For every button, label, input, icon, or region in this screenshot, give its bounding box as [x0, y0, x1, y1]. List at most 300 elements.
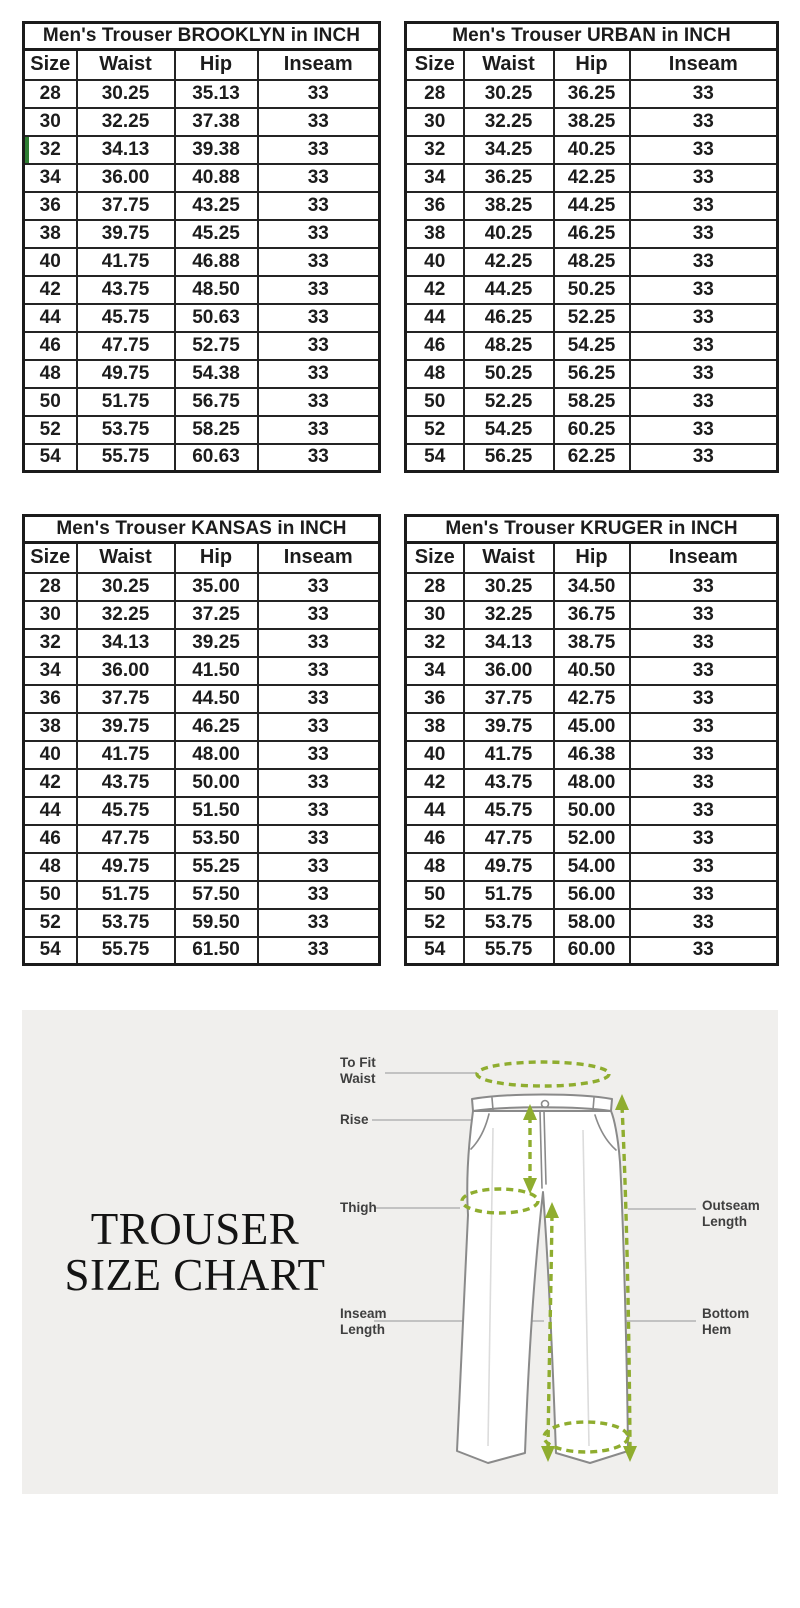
cell: 33 [258, 304, 380, 332]
cell: 48 [24, 853, 77, 881]
table-row [406, 573, 778, 601]
table-row [24, 825, 380, 853]
cell: 54 [24, 444, 77, 472]
cell: 33 [630, 360, 778, 388]
cell: 33 [630, 248, 778, 276]
cell: 44 [406, 797, 464, 825]
cell: 34.13 [464, 629, 554, 657]
cell: 56.00 [554, 881, 630, 909]
cell: 53.50 [175, 825, 258, 853]
cell: 42.75 [554, 685, 630, 713]
cell: 33 [258, 416, 380, 444]
cell: 33 [630, 853, 778, 881]
table-row [24, 629, 380, 657]
table-row [406, 444, 778, 472]
cell: 46.88 [175, 248, 258, 276]
cell: 45.00 [554, 713, 630, 741]
cell: 44.25 [554, 192, 630, 220]
table-row [406, 685, 778, 713]
cell: 41.75 [77, 248, 175, 276]
cell: 56.75 [175, 388, 258, 416]
cell: 48.50 [175, 276, 258, 304]
cell: 33 [630, 685, 778, 713]
cell: 30.25 [77, 80, 175, 108]
cell: 34 [24, 657, 77, 685]
table-row [24, 444, 380, 472]
cell: 32.25 [464, 108, 554, 136]
cell: 58.00 [554, 909, 630, 937]
table-row [24, 909, 380, 937]
table-row [406, 881, 778, 909]
table-row [24, 416, 380, 444]
column-header: Waist [464, 543, 554, 573]
cell: 30.25 [464, 573, 554, 601]
cell: 33 [630, 629, 778, 657]
size-table-kansas [22, 514, 381, 966]
cell: 51.75 [464, 881, 554, 909]
belt-mark-right [593, 1098, 594, 1110]
table-row [406, 220, 778, 248]
cell: 33 [630, 881, 778, 909]
column-header: Waist [77, 50, 175, 80]
cell: 33 [258, 937, 380, 965]
label-bottom-hem: Bottom Hem [702, 1306, 750, 1337]
table-row [406, 629, 778, 657]
cell: 34.50 [554, 573, 630, 601]
cell: 33 [630, 276, 778, 304]
cell: 38 [24, 713, 77, 741]
cell: 58.25 [175, 416, 258, 444]
column-header: Hip [175, 50, 258, 80]
cell: 36.00 [77, 657, 175, 685]
table-row [406, 713, 778, 741]
cell: 36.00 [464, 657, 554, 685]
table-row [406, 164, 778, 192]
cell: 48 [24, 360, 77, 388]
table-row [24, 332, 380, 360]
table-row [406, 601, 778, 629]
cell: 32.25 [77, 601, 175, 629]
cell: 39.25 [175, 629, 258, 657]
cell: 35.13 [175, 80, 258, 108]
cell: 32 [24, 629, 77, 657]
cell: 33 [258, 881, 380, 909]
table-row [24, 220, 380, 248]
cell: 42 [406, 276, 464, 304]
cell: 34.25 [464, 136, 554, 164]
table-title-kruger: Men's Trouser KRUGER in INCH [406, 516, 778, 543]
cell: 55.75 [77, 444, 175, 472]
column-header: Size [24, 543, 77, 573]
cell: 39.75 [464, 713, 554, 741]
table-row [406, 332, 778, 360]
cell: 50 [24, 388, 77, 416]
table-row [24, 573, 380, 601]
cell: 48.00 [175, 741, 258, 769]
cell: 54.25 [464, 416, 554, 444]
cell: 37.38 [175, 108, 258, 136]
cell: 49.75 [464, 853, 554, 881]
cell: 49.75 [77, 853, 175, 881]
cell: 43.75 [77, 276, 175, 304]
column-header: Inseam [630, 543, 778, 573]
table-row [406, 769, 778, 797]
cell: 47.75 [77, 332, 175, 360]
cell: 33 [258, 853, 380, 881]
cell: 39.75 [77, 220, 175, 248]
table-row [24, 797, 380, 825]
cell: 28 [24, 573, 77, 601]
cell: 33 [258, 629, 380, 657]
cell: 58.25 [554, 388, 630, 416]
cell: 36.75 [554, 601, 630, 629]
column-header: Size [24, 50, 77, 80]
cell: 42 [24, 769, 77, 797]
cell: 48 [406, 360, 464, 388]
cell: 53.75 [77, 416, 175, 444]
cell: 33 [630, 909, 778, 937]
cell: 33 [630, 937, 778, 965]
cell: 34.13 [77, 136, 175, 164]
size-table-urban [404, 21, 779, 473]
table-row [24, 388, 380, 416]
cell: 48.00 [554, 769, 630, 797]
heading-line-2: SIZE CHART [64, 1250, 326, 1301]
cell: 46 [24, 825, 77, 853]
column-header: Inseam [258, 50, 380, 80]
cell: 33 [630, 573, 778, 601]
cell: 33 [258, 657, 380, 685]
cell: 38 [24, 220, 77, 248]
cell: 39.38 [175, 136, 258, 164]
cell: 44 [24, 797, 77, 825]
table-row [24, 136, 380, 164]
cell: 38 [406, 713, 464, 741]
heading-line-1: TROUSER [90, 1204, 300, 1254]
cell: 39.75 [77, 713, 175, 741]
cell: 33 [630, 444, 778, 472]
cell: 33 [630, 80, 778, 108]
cell: 60.63 [175, 444, 258, 472]
cell: 33 [630, 416, 778, 444]
table-row [406, 909, 778, 937]
label-to-fit-waist: To Fit Waist [340, 1055, 376, 1086]
cell: 53.75 [464, 909, 554, 937]
column-header: Hip [175, 543, 258, 573]
column-header: Waist [464, 50, 554, 80]
cell: 33 [258, 713, 380, 741]
cell: 44 [406, 304, 464, 332]
table-row [406, 388, 778, 416]
label-inseam-length: Inseam Length [340, 1306, 387, 1337]
cell: 33 [630, 601, 778, 629]
column-header: Inseam [258, 543, 380, 573]
cell: 33 [630, 741, 778, 769]
cell: 46.38 [554, 741, 630, 769]
cell: 33 [258, 136, 380, 164]
cell: 33 [630, 769, 778, 797]
table-row [24, 881, 380, 909]
cell: 62.25 [554, 444, 630, 472]
cell: 41.50 [175, 657, 258, 685]
table-row [406, 192, 778, 220]
cell: 30.25 [77, 573, 175, 601]
cell: 32 [406, 136, 464, 164]
cell: 30 [24, 108, 77, 136]
table-row [406, 360, 778, 388]
cell: 56.25 [464, 444, 554, 472]
cell: 46.25 [175, 713, 258, 741]
cell: 38.25 [554, 108, 630, 136]
cell: 33 [258, 276, 380, 304]
cell: 50.25 [464, 360, 554, 388]
cell: 40 [24, 741, 77, 769]
label-rise: Rise [340, 1112, 369, 1127]
column-header: Waist [77, 543, 175, 573]
cell: 28 [24, 80, 77, 108]
cell: 34 [406, 164, 464, 192]
table-row [24, 937, 380, 965]
cell: 45.75 [464, 797, 554, 825]
column-header: Size [406, 50, 464, 80]
table-row [406, 657, 778, 685]
cell: 33 [630, 136, 778, 164]
cell: 33 [258, 444, 380, 472]
cell: 33 [258, 360, 380, 388]
size-table-kruger [404, 514, 779, 966]
cell: 45.25 [175, 220, 258, 248]
cell: 33 [630, 332, 778, 360]
cell: 30 [24, 601, 77, 629]
cell: 48 [406, 853, 464, 881]
table-header-row [24, 50, 380, 80]
cell: 52 [406, 416, 464, 444]
cell: 33 [630, 304, 778, 332]
table-row [406, 937, 778, 965]
cell: 38.25 [464, 192, 554, 220]
table-header-row [406, 50, 778, 80]
cell: 28 [406, 573, 464, 601]
cell: 32 [406, 629, 464, 657]
cell: 33 [258, 741, 380, 769]
table-title-urban: Men's Trouser URBAN in INCH [406, 23, 778, 50]
cell: 46.25 [464, 304, 554, 332]
cell: 42.25 [554, 164, 630, 192]
cell: 40.25 [554, 136, 630, 164]
table-row [24, 685, 380, 713]
cell: 55.75 [77, 937, 175, 965]
cell: 34 [24, 164, 77, 192]
cell: 43.25 [175, 192, 258, 220]
table-row [406, 825, 778, 853]
belt-mark-left [492, 1098, 493, 1110]
cell: 40.25 [464, 220, 554, 248]
column-header: Hip [554, 50, 630, 80]
column-header: Inseam [630, 50, 778, 80]
cell: 36.25 [464, 164, 554, 192]
measurement-diagram-panel [22, 1010, 778, 1494]
cell: 54.25 [554, 332, 630, 360]
cell: 49.75 [77, 360, 175, 388]
table-row [24, 769, 380, 797]
cell: 28 [406, 80, 464, 108]
cell: 36 [24, 685, 77, 713]
cell: 45.75 [77, 304, 175, 332]
cell: 36.25 [554, 80, 630, 108]
diagram-heading [42, 1206, 348, 1299]
cell: 33 [258, 909, 380, 937]
cell: 32.25 [77, 108, 175, 136]
cell: 61.50 [175, 937, 258, 965]
table-row [24, 80, 380, 108]
cell: 52.00 [554, 825, 630, 853]
table-row [406, 136, 778, 164]
cell: 33 [630, 108, 778, 136]
table-row [406, 416, 778, 444]
table-row [24, 164, 380, 192]
cell: 51.75 [77, 388, 175, 416]
cell: 30.25 [464, 80, 554, 108]
outseam-arrow-down [623, 1446, 637, 1462]
table-row [406, 248, 778, 276]
cell: 38 [406, 220, 464, 248]
cell: 33 [258, 685, 380, 713]
cell: 37.75 [77, 192, 175, 220]
cell: 33 [258, 192, 380, 220]
cell: 53.75 [77, 909, 175, 937]
cell: 48.25 [554, 248, 630, 276]
column-header: Size [406, 543, 464, 573]
cell: 33 [630, 657, 778, 685]
cell: 55.75 [464, 937, 554, 965]
cell: 40 [406, 248, 464, 276]
cell: 54 [406, 937, 464, 965]
cell: 46 [24, 332, 77, 360]
cell: 37.75 [464, 685, 554, 713]
cell: 40 [24, 248, 77, 276]
cell: 50 [406, 881, 464, 909]
trouser-body [457, 1111, 628, 1463]
cell: 33 [630, 797, 778, 825]
cell: 52 [24, 416, 77, 444]
table-row [24, 713, 380, 741]
table-row [24, 657, 380, 685]
cell: 32 [24, 136, 77, 164]
cell: 30 [406, 601, 464, 629]
table-row [24, 853, 380, 881]
table-row [406, 304, 778, 332]
cell: 55.25 [175, 853, 258, 881]
cell: 33 [630, 164, 778, 192]
table-row [24, 192, 380, 220]
table-row [406, 853, 778, 881]
cell: 52 [24, 909, 77, 937]
cell: 33 [258, 332, 380, 360]
cell: 33 [630, 713, 778, 741]
cell: 46 [406, 332, 464, 360]
cell: 40.88 [175, 164, 258, 192]
cell: 57.50 [175, 881, 258, 909]
cell: 48.25 [464, 332, 554, 360]
table-row [24, 304, 380, 332]
cell: 33 [258, 164, 380, 192]
cell: 33 [258, 220, 380, 248]
cell: 34.13 [77, 629, 175, 657]
cell: 50 [406, 388, 464, 416]
cell: 42 [24, 276, 77, 304]
outseam-arrow-up [615, 1094, 629, 1110]
table-row [24, 108, 380, 136]
cell: 52.25 [554, 304, 630, 332]
cell: 54.38 [175, 360, 258, 388]
table-row [24, 248, 380, 276]
cell: 46 [406, 825, 464, 853]
cell: 33 [258, 797, 380, 825]
cell: 52.75 [175, 332, 258, 360]
cell: 42 [406, 769, 464, 797]
table-title-kansas: Men's Trouser KANSAS in INCH [24, 516, 380, 543]
cell: 54.00 [554, 853, 630, 881]
cell: 60.00 [554, 937, 630, 965]
cell: 44 [24, 304, 77, 332]
cell: 32.25 [464, 601, 554, 629]
table-row [406, 741, 778, 769]
cell: 44.50 [175, 685, 258, 713]
cell: 36 [24, 192, 77, 220]
table-row [24, 741, 380, 769]
cell: 51.50 [175, 797, 258, 825]
cell: 33 [630, 220, 778, 248]
inseam-arrow-down [541, 1446, 555, 1462]
cell: 43.75 [464, 769, 554, 797]
cell: 54 [406, 444, 464, 472]
size-table-brooklyn [22, 21, 381, 473]
cell: 50.00 [175, 769, 258, 797]
cell: 41.75 [464, 741, 554, 769]
cell: 36.00 [77, 164, 175, 192]
cell: 54 [24, 937, 77, 965]
cell: 50.63 [175, 304, 258, 332]
cell: 41.75 [77, 741, 175, 769]
cell: 34 [406, 657, 464, 685]
cell: 33 [258, 825, 380, 853]
cell: 52 [406, 909, 464, 937]
cell: 33 [258, 601, 380, 629]
cell: 33 [258, 388, 380, 416]
cell: 59.50 [175, 909, 258, 937]
cell: 33 [630, 192, 778, 220]
label-outseam-length: Outseam Length [702, 1198, 760, 1229]
cell: 33 [630, 825, 778, 853]
table-row [406, 80, 778, 108]
cell: 36 [406, 192, 464, 220]
cell: 51.75 [77, 881, 175, 909]
table-row [24, 276, 380, 304]
column-header: Hip [554, 543, 630, 573]
cell: 33 [630, 388, 778, 416]
table-header-row [24, 543, 380, 573]
cell: 33 [258, 108, 380, 136]
cell: 46.25 [554, 220, 630, 248]
cell: 50 [24, 881, 77, 909]
cell: 47.75 [77, 825, 175, 853]
cell: 44.25 [464, 276, 554, 304]
table-row [24, 360, 380, 388]
table-row [24, 601, 380, 629]
cell: 36 [406, 685, 464, 713]
cell: 50.25 [554, 276, 630, 304]
cell: 37.75 [77, 685, 175, 713]
